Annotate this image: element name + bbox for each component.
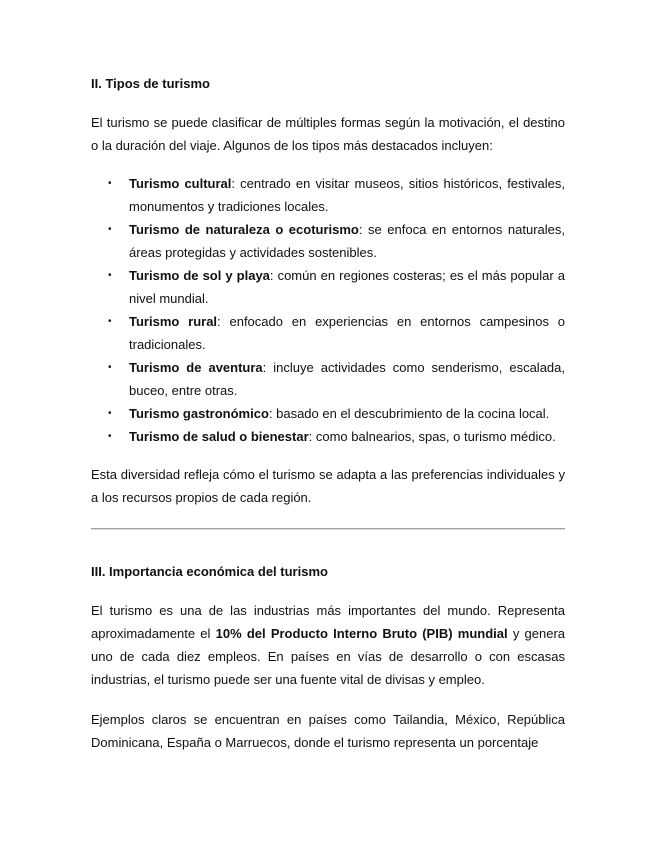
list-item: [91, 425, 565, 448]
list-item-desc: : se enfoca en entornos naturales, áreas protegidas y actividades sostenibles.: [129, 222, 565, 260]
bullet-icon: •: [108, 178, 112, 189]
economic-text-end: y genera uno de cada diez empleos. En países en vías de desarrollo o con escasas industrias, el turismo puede ser una fuente vital de divisas y empleo.: [91, 626, 566, 687]
list-item: [91, 218, 565, 264]
list-item-term: Turismo gastronómico: [129, 406, 269, 421]
bullet-icon: •: [108, 408, 112, 419]
list-item: [91, 172, 565, 218]
section-heading-tipos: II. Tipos de turismo: [91, 76, 210, 91]
list-item-term: Turismo de aventura: [129, 360, 263, 375]
bullet-icon: •: [108, 270, 112, 281]
list-item-desc: : centrado en visitar museos, sitios históricos, festivales, monumentos y tradiciones locales.: [129, 176, 565, 214]
list-item-term: Turismo cultural: [129, 176, 232, 191]
list-item: [91, 310, 565, 356]
economic-paragraph: [91, 599, 565, 691]
pib-highlight: 10% del Producto Interno Bruto (PIB) mundial: [215, 626, 508, 641]
list-item-desc: : enfocado en experiencias en entornos campesinos o tradicionales.: [129, 314, 565, 352]
bullet-icon: •: [108, 362, 112, 373]
list-item: [91, 356, 565, 402]
list-item: [91, 264, 565, 310]
tourism-types-list: [91, 172, 565, 448]
list-item-term: Turismo de naturaleza o ecoturismo: [129, 222, 359, 237]
list-item-term: Turismo de salud o bienestar: [129, 429, 309, 444]
bullet-icon: •: [108, 224, 112, 235]
list-item-desc: : basado en el descubrimiento de la cocina local.: [268, 406, 550, 421]
list-item-desc: : como balnearios, spas, o turismo médico.: [308, 429, 556, 444]
intro-paragraph: El turismo se puede clasificar de múltiples formas según la motivación, el destino o la duración del viaje. Algunos de los tipos más destacados incluyen:: [91, 115, 565, 153]
list-item-term: Turismo rural: [129, 314, 218, 329]
economic-text-start: El turismo es una de las industrias más importantes del mundo. Representa aproximadamente el: [91, 603, 565, 641]
bullet-icon: •: [108, 431, 112, 442]
closing-paragraph: Esta diversidad refleja cómo el turismo se adapta a las preferencias individuales y a los recursos propios de cada región.: [91, 467, 565, 505]
section-heading-importancia: III. Importancia económica del turismo: [91, 564, 328, 579]
list-item-term: Turismo de sol y playa: [129, 268, 270, 283]
list-item-desc: : común en regiones costeras; es el más popular a nivel mundial.: [129, 268, 565, 306]
examples-paragraph: Ejemplos claros se encuentran en países como Tailandia, México, República Dominicana, España o Marruecos, donde el turismo representa un porcentaje: [91, 712, 565, 750]
bullet-icon: •: [108, 316, 112, 327]
section-divider: [91, 528, 565, 530]
list-item-desc: : incluye actividades como senderismo, escalada, buceo, entre otras.: [129, 360, 565, 398]
list-item: [91, 402, 565, 425]
